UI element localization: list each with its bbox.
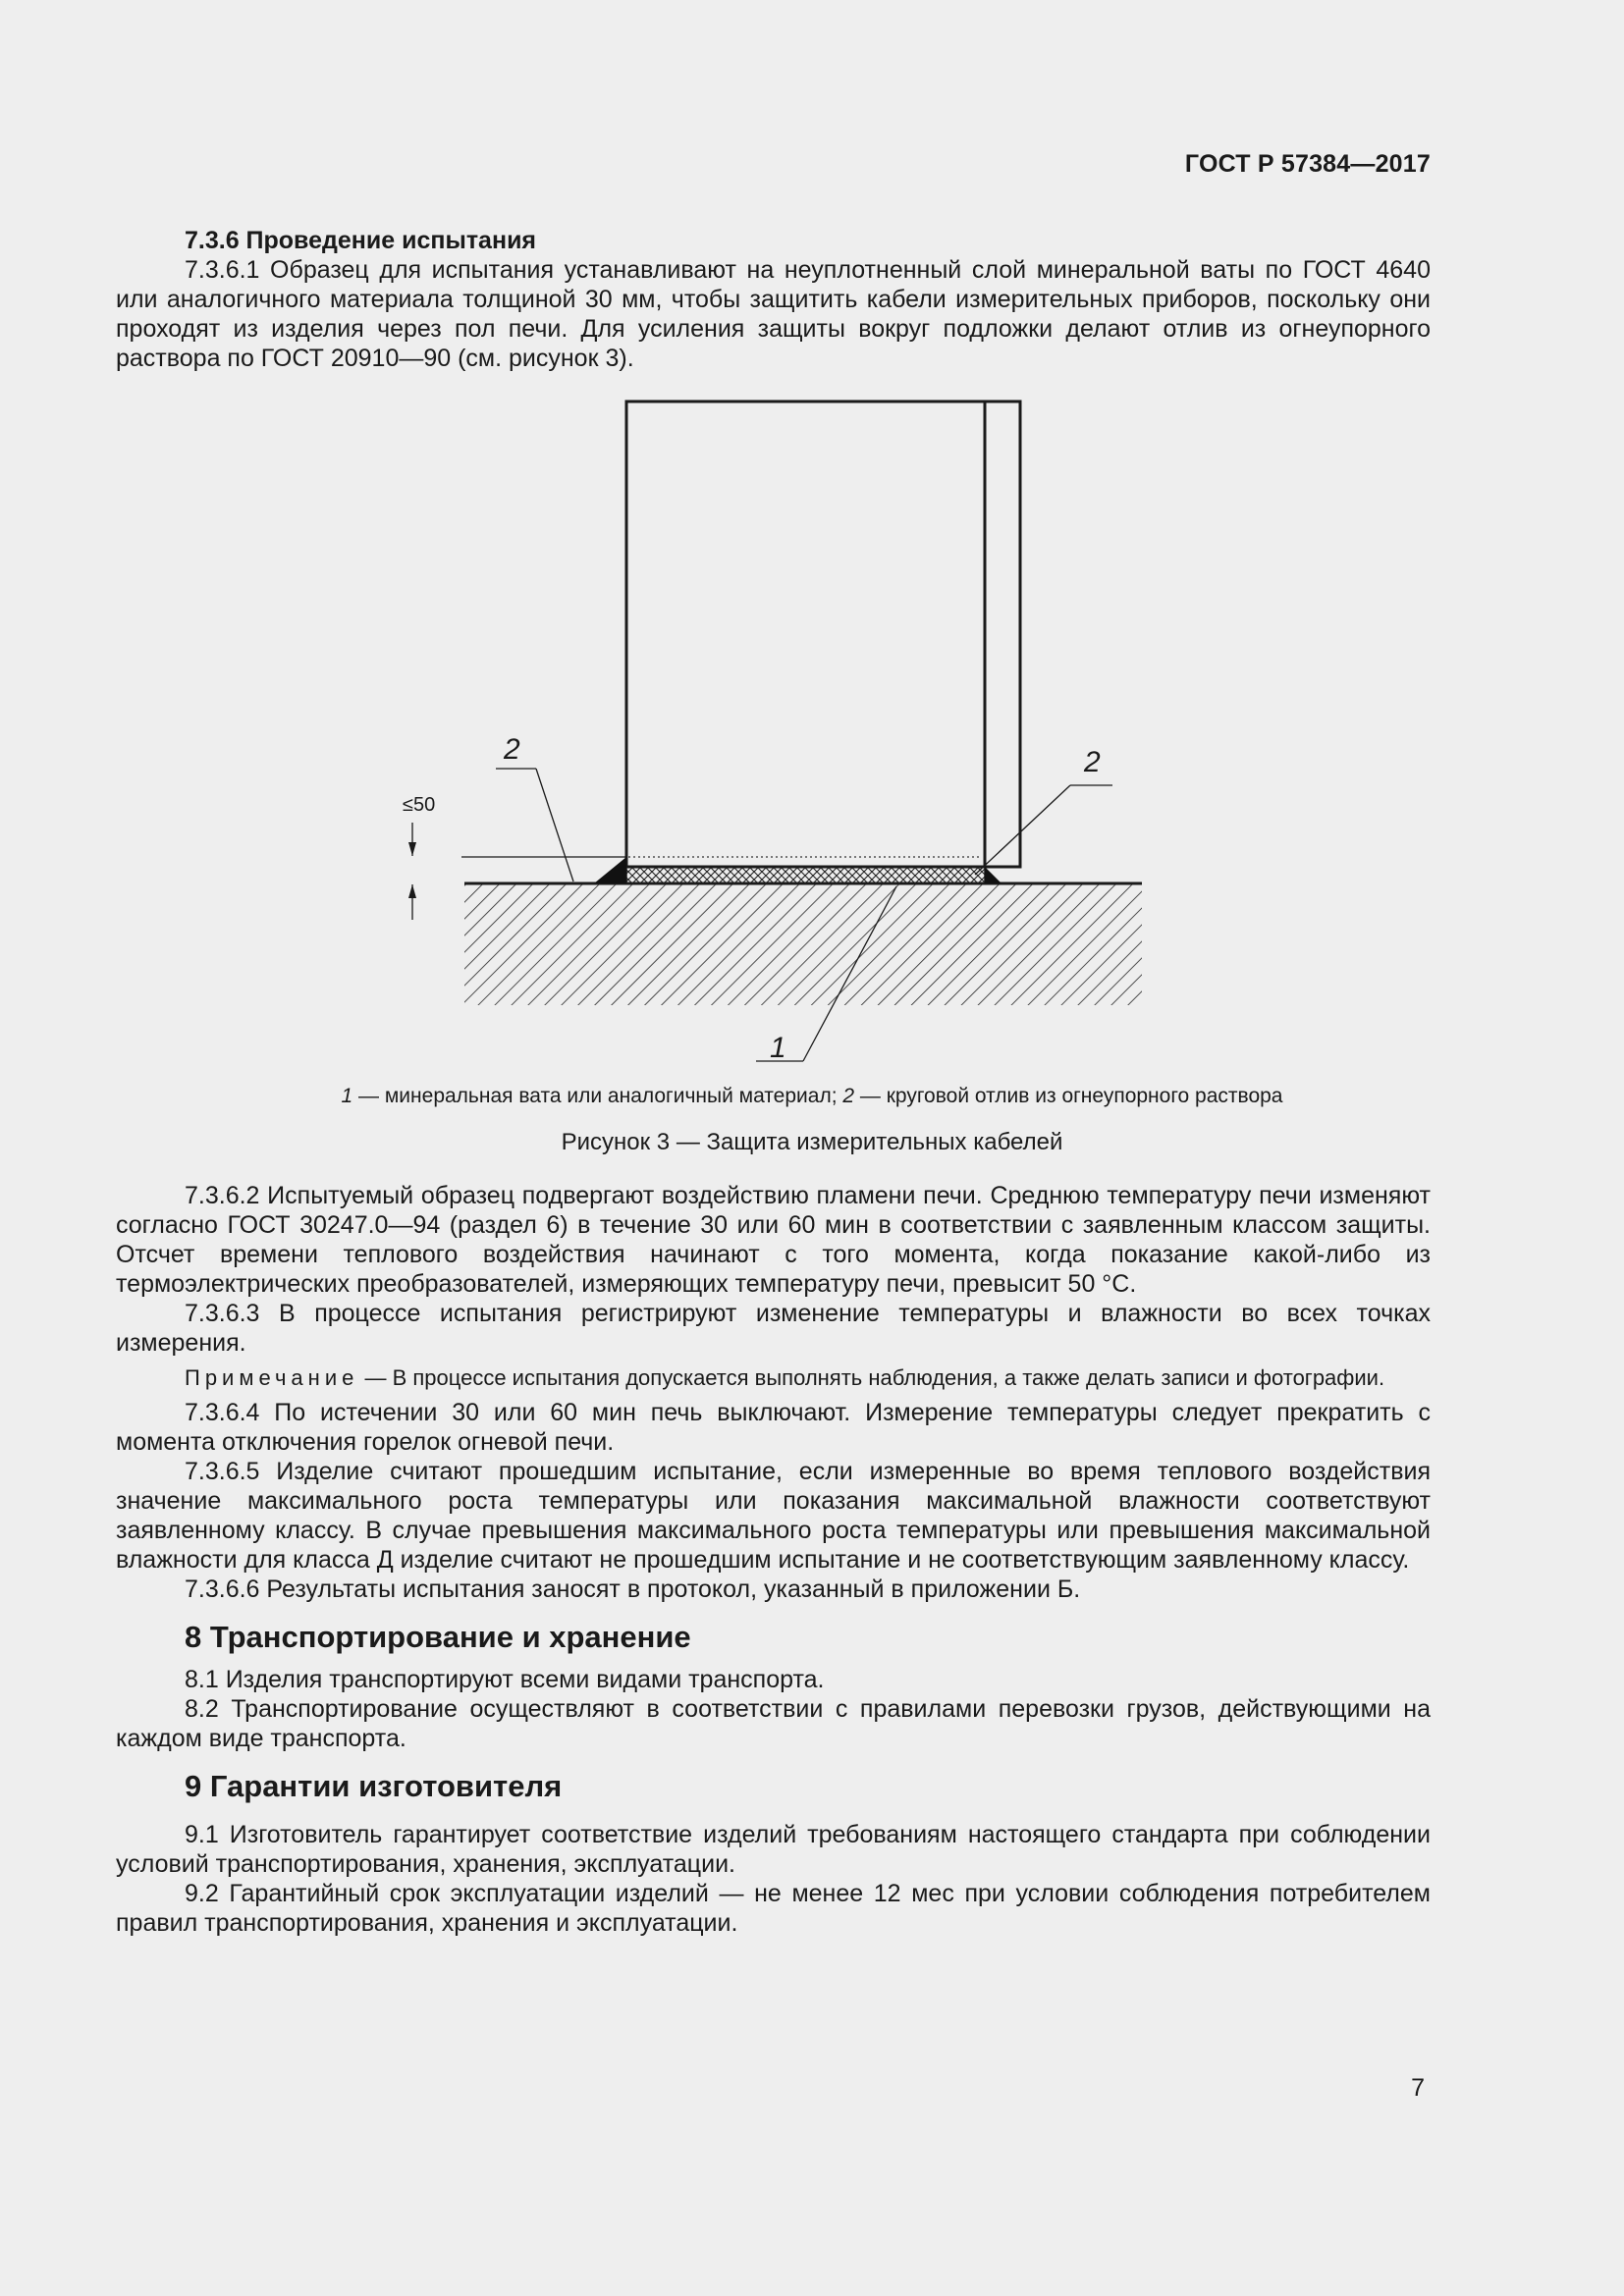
paragraph-9-1: 9.1 Изготовитель гарантирует соответствие изделий требованиям настоящего стандарта при соблюдении условий транспортирования, хранения, эксплуатации. [116,1821,1431,1878]
paragraph-7-3-6-2: 7.3.6.2 Испытуемый образец подвергают воздействию пламени печи. Среднюю температуру печи изменяют согласно ГОСТ 30247.0—94 (раздел 6) в течение 30 или 60 мин в соответствии с заявленным классом защиты. Отсчет времени теплового воздействия начинают с того момента, когда показание какой-либо из термоэлектрических преобразователей, измеряющих температуру печи, превысит 50 °С. [116,1182,1431,1298]
paragraph-8-2: 8.2 Транспортирование осуществляют в соответствии с правилами перевозки грузов, действующими на каждом виде транспорта. [116,1695,1431,1752]
document-code: ГОСТ Р 57384—2017 [1184,150,1431,178]
specimen-side-element [985,401,1020,867]
paragraph-7-3-6-3: 7.3.6.3 В процессе испытания регистрируют изменение температуры и влажности во всех точках измерения. [116,1300,1431,1357]
paragraph-8-1: 8.1 Изделия транспортируют всеми видами транспорта. [185,1666,825,1693]
figure-legend [0,1085,1624,1108]
figure-caption: Рисунок 3 — Защита измерительных кабелей [561,1129,1063,1155]
paragraph-7-3-6-4: 7.3.6.4 По истечении 30 или 60 мин печь выключают. Измерение температуры следует прекратить с момента отключения горелок огневой печи. [116,1399,1431,1456]
leader-2-left [536,769,573,881]
ground-hatch [464,883,1142,1005]
dimension-arrow-top-head [408,842,416,856]
callout-2-right: 2 [1084,746,1101,778]
page-number: 7 [1411,2074,1425,2102]
note-text: — В процессе испытания допускается выполнять наблюдения, а также делать записи и фотографии. [358,1365,1385,1390]
legend-2-num: 2 [842,1085,855,1107]
note [116,1363,1431,1392]
specimen-panel [626,401,985,867]
callout-1: 1 [770,1032,786,1064]
leader-2-right [975,785,1070,875]
note-label: Примечание [185,1365,359,1390]
body-text [116,1181,1431,1938]
legend-2-text: — круговой отлив из огнеупорного раствора [854,1085,1283,1107]
mortar-fillet-right [985,867,1001,883]
dimension-arrow-bottom-head [408,884,416,898]
mineral-wool-layer [626,867,985,883]
leader-1 [803,886,896,1061]
callout-2-left: 2 [504,733,520,766]
paragraph-7-3-6-6: 7.3.6.6 Результаты испытания заносят в протокол, указанный в приложении Б. [185,1575,1081,1603]
paragraph-7-3-6-1: 7.3.6.1 Образец для испытания устанавливают на неуплотненный слой минеральной ваты по ГОСТ 4640 или аналогичного материала толщиной 30 мм, чтобы защитить кабели измерительных приборов, поскольку они проходят из изделия через пол печи. Для усиления защиты вокруг подложки делают отлив из огнеупорного раствора по ГОСТ 20910—90 (см. рисунок 3). [116,256,1431,372]
dimension-label: ≤50 [403,794,436,816]
section-9-title: 9 Гарантии изготовителя [185,1769,563,1803]
section-7-3-6 [116,226,1431,373]
paragraph-9-2: 9.2 Гарантийный срок эксплуатации изделий — не менее 12 мес при условии соблюдения потребителем правил транспортирования, хранения и эксплуатации. [116,1880,1431,1937]
paragraph-7-3-6-5: 7.3.6.5 Изделие считают прошедшим испытание, если измеренные во время теплового воздействия значение максимального роста температуры или показания максимальной влажности соответствуют заявленному классу. В случае превышения максимального роста температуры или превышения максимальной влажности для класса Д изделие считают не прошедшим испытание и не соответствующим заявленному классу. [116,1458,1431,1574]
legend-1-num: 1 [341,1085,353,1107]
section-8-title: 8 Транспортирование и хранение [185,1620,691,1654]
legend-1-text: — минеральная вата или аналогичный материал; [352,1085,843,1107]
mortar-fillet-left [594,857,626,883]
section-heading: 7.3.6 Проведение испытания [185,227,537,254]
